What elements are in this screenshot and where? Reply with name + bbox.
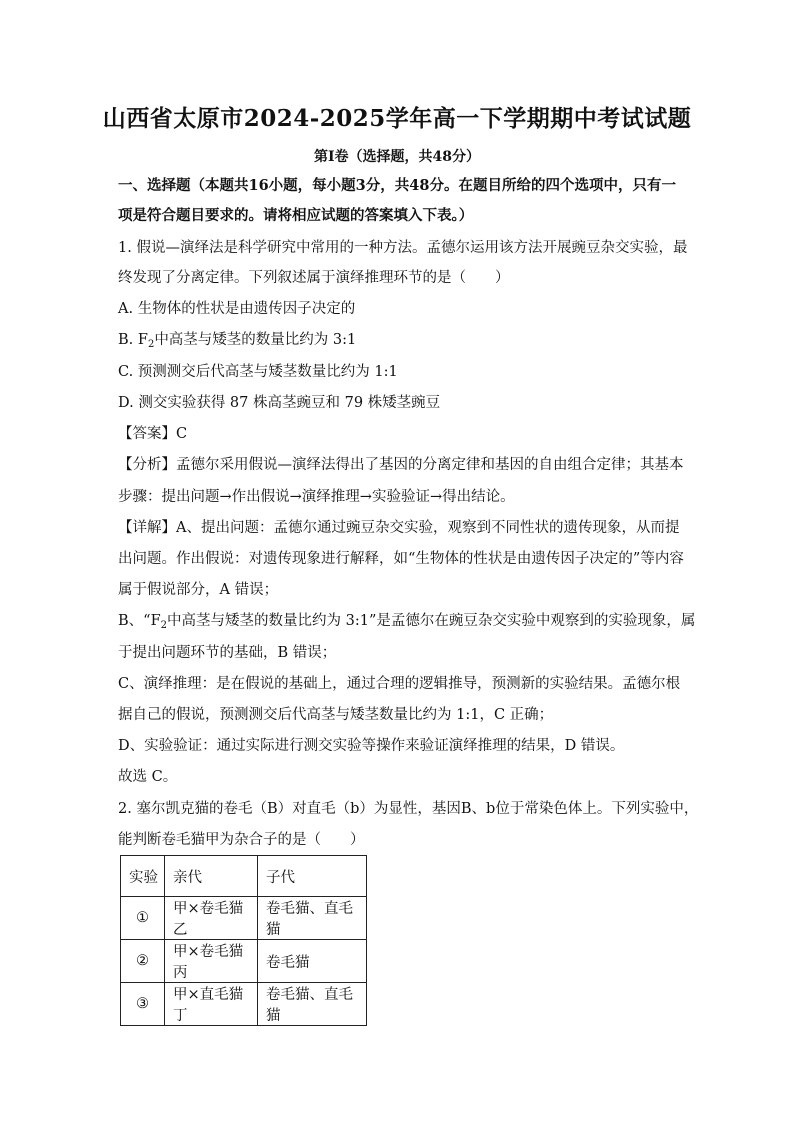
table-row (121, 897, 367, 940)
q1-option-b-text: 中高茎与矮茎的数量比约为 3:1 (154, 332, 357, 348)
page-title: 山西省太原市2024-2025学年高一下学期期中考试试题 (102, 105, 692, 132)
q1-conclusion: 故选 C。 (118, 769, 178, 785)
table-header-cell: 亲代 (165, 856, 258, 897)
table-cell: 卷毛猫、直毛猫 (258, 983, 367, 1026)
table-cell: 卷毛猫、直毛猫 (258, 897, 367, 940)
q1-detail-line-2: 出问题。作出假说：对遗传现象进行解释，如“生物体的性状是由遗传因子决定的”等内容 (118, 551, 684, 567)
q2-experiment-table (120, 855, 367, 1026)
table-header-row (121, 856, 367, 897)
table-cell: 甲×卷毛猫丙 (165, 940, 258, 983)
q1-analysis-line-1: 【分析】孟德尔采用假说—演绎法得出了基因的分离定律和基因的自由组合定律；其基本 (118, 457, 684, 473)
table-cell: 卷毛猫 (258, 940, 367, 983)
q2-stem-line-1: 2. 塞尔凯克猫的卷毛（B）对直毛（b）为显性，基因B、b位于常染色体上。下列实验中， (118, 801, 699, 817)
q1-detail-b-line-1 (118, 611, 695, 636)
q1-option-b (118, 330, 356, 355)
q1-detail-line-3: 属于假说部分，A 错误； (118, 582, 279, 598)
q1-option-d: D. 测交实验获得 87 株高茎豌豆和 79 株矮茎豌豆 (118, 395, 441, 411)
q1-detail-c-line-1: C、演绎推理：是在假说的基础上，通过合理的逻辑推导，预测新的实验结果。孟德尔根 (118, 676, 681, 692)
q1-option-b-subscript: 2 (147, 339, 155, 350)
table-row (121, 983, 367, 1026)
q1-stem-line-2: 终发现了分离定律。下列叙述属于演绎推理环节的是（ ） (118, 270, 510, 286)
table-cell: ③ (121, 983, 165, 1026)
q1-answer: 【答案】C (118, 426, 188, 442)
table-cell: 甲×卷毛猫乙 (165, 897, 258, 940)
table-cell: ② (121, 940, 165, 983)
section-heading-line-1: 一、选择题（本题共16小题，每小题3分，共48分。在题目所给的四个选项中，只有一 (118, 177, 676, 194)
q1-detail-b-subscript: 2 (160, 620, 168, 631)
table-cell: 甲×直毛猫丁 (165, 983, 258, 1026)
section-heading-line-2: 项是符合题目要求的。请将相应试题的答案填入下表。） (118, 207, 474, 224)
q1-analysis-line-2: 步骤：提出问题→作出假说→演绎推理→实验验证→得出结论。 (118, 489, 515, 505)
q1-option-b-prefix: B. F (118, 332, 148, 348)
table-cell: ① (121, 897, 165, 940)
q1-stem-line-1: 1. 假说—演绎法是科学研究中常用的一种方法。孟德尔运用该方法开展豌豆杂交实验，最 (118, 240, 688, 256)
q1-detail-b-line-2: 于提出问题环节的基础，B 错误； (118, 645, 337, 661)
q1-detail-b-text: 中高茎与矮茎的数量比约为 3:1”是孟德尔在豌豆杂交实验中观察到的实验现象，属 (167, 613, 696, 629)
q1-detail-d: D、实验验证：通过实际进行测交实验等操作来验证演绎推理的结果，D 错误。 (118, 738, 625, 754)
table-header-cell: 实验 (121, 856, 165, 897)
q1-detail-line-1: 【详解】A、提出问题：孟德尔通过豌豆杂交实验，观察到不同性状的遗传现象，从而提 (118, 520, 680, 536)
q1-option-c: C. 预测测交后代高茎与矮茎数量比约为 1:1 (118, 364, 398, 380)
q2-stem-line-2: 能判断卷毛猫甲为杂合子的是（ ） (118, 832, 365, 848)
q1-detail-c-line-2: 据自己的假说，预测测交后代高茎与矮茎数量比约为 1:1，C 正确； (118, 707, 554, 723)
table-header-cell: 子代 (258, 856, 367, 897)
q1-detail-b-prefix: B、“F (118, 613, 161, 629)
page-subtitle: 第I卷（选择题，共48分） (313, 149, 481, 165)
table-row (121, 940, 367, 983)
q1-option-a: A. 生物体的性状是由遗传因子决定的 (118, 301, 356, 317)
